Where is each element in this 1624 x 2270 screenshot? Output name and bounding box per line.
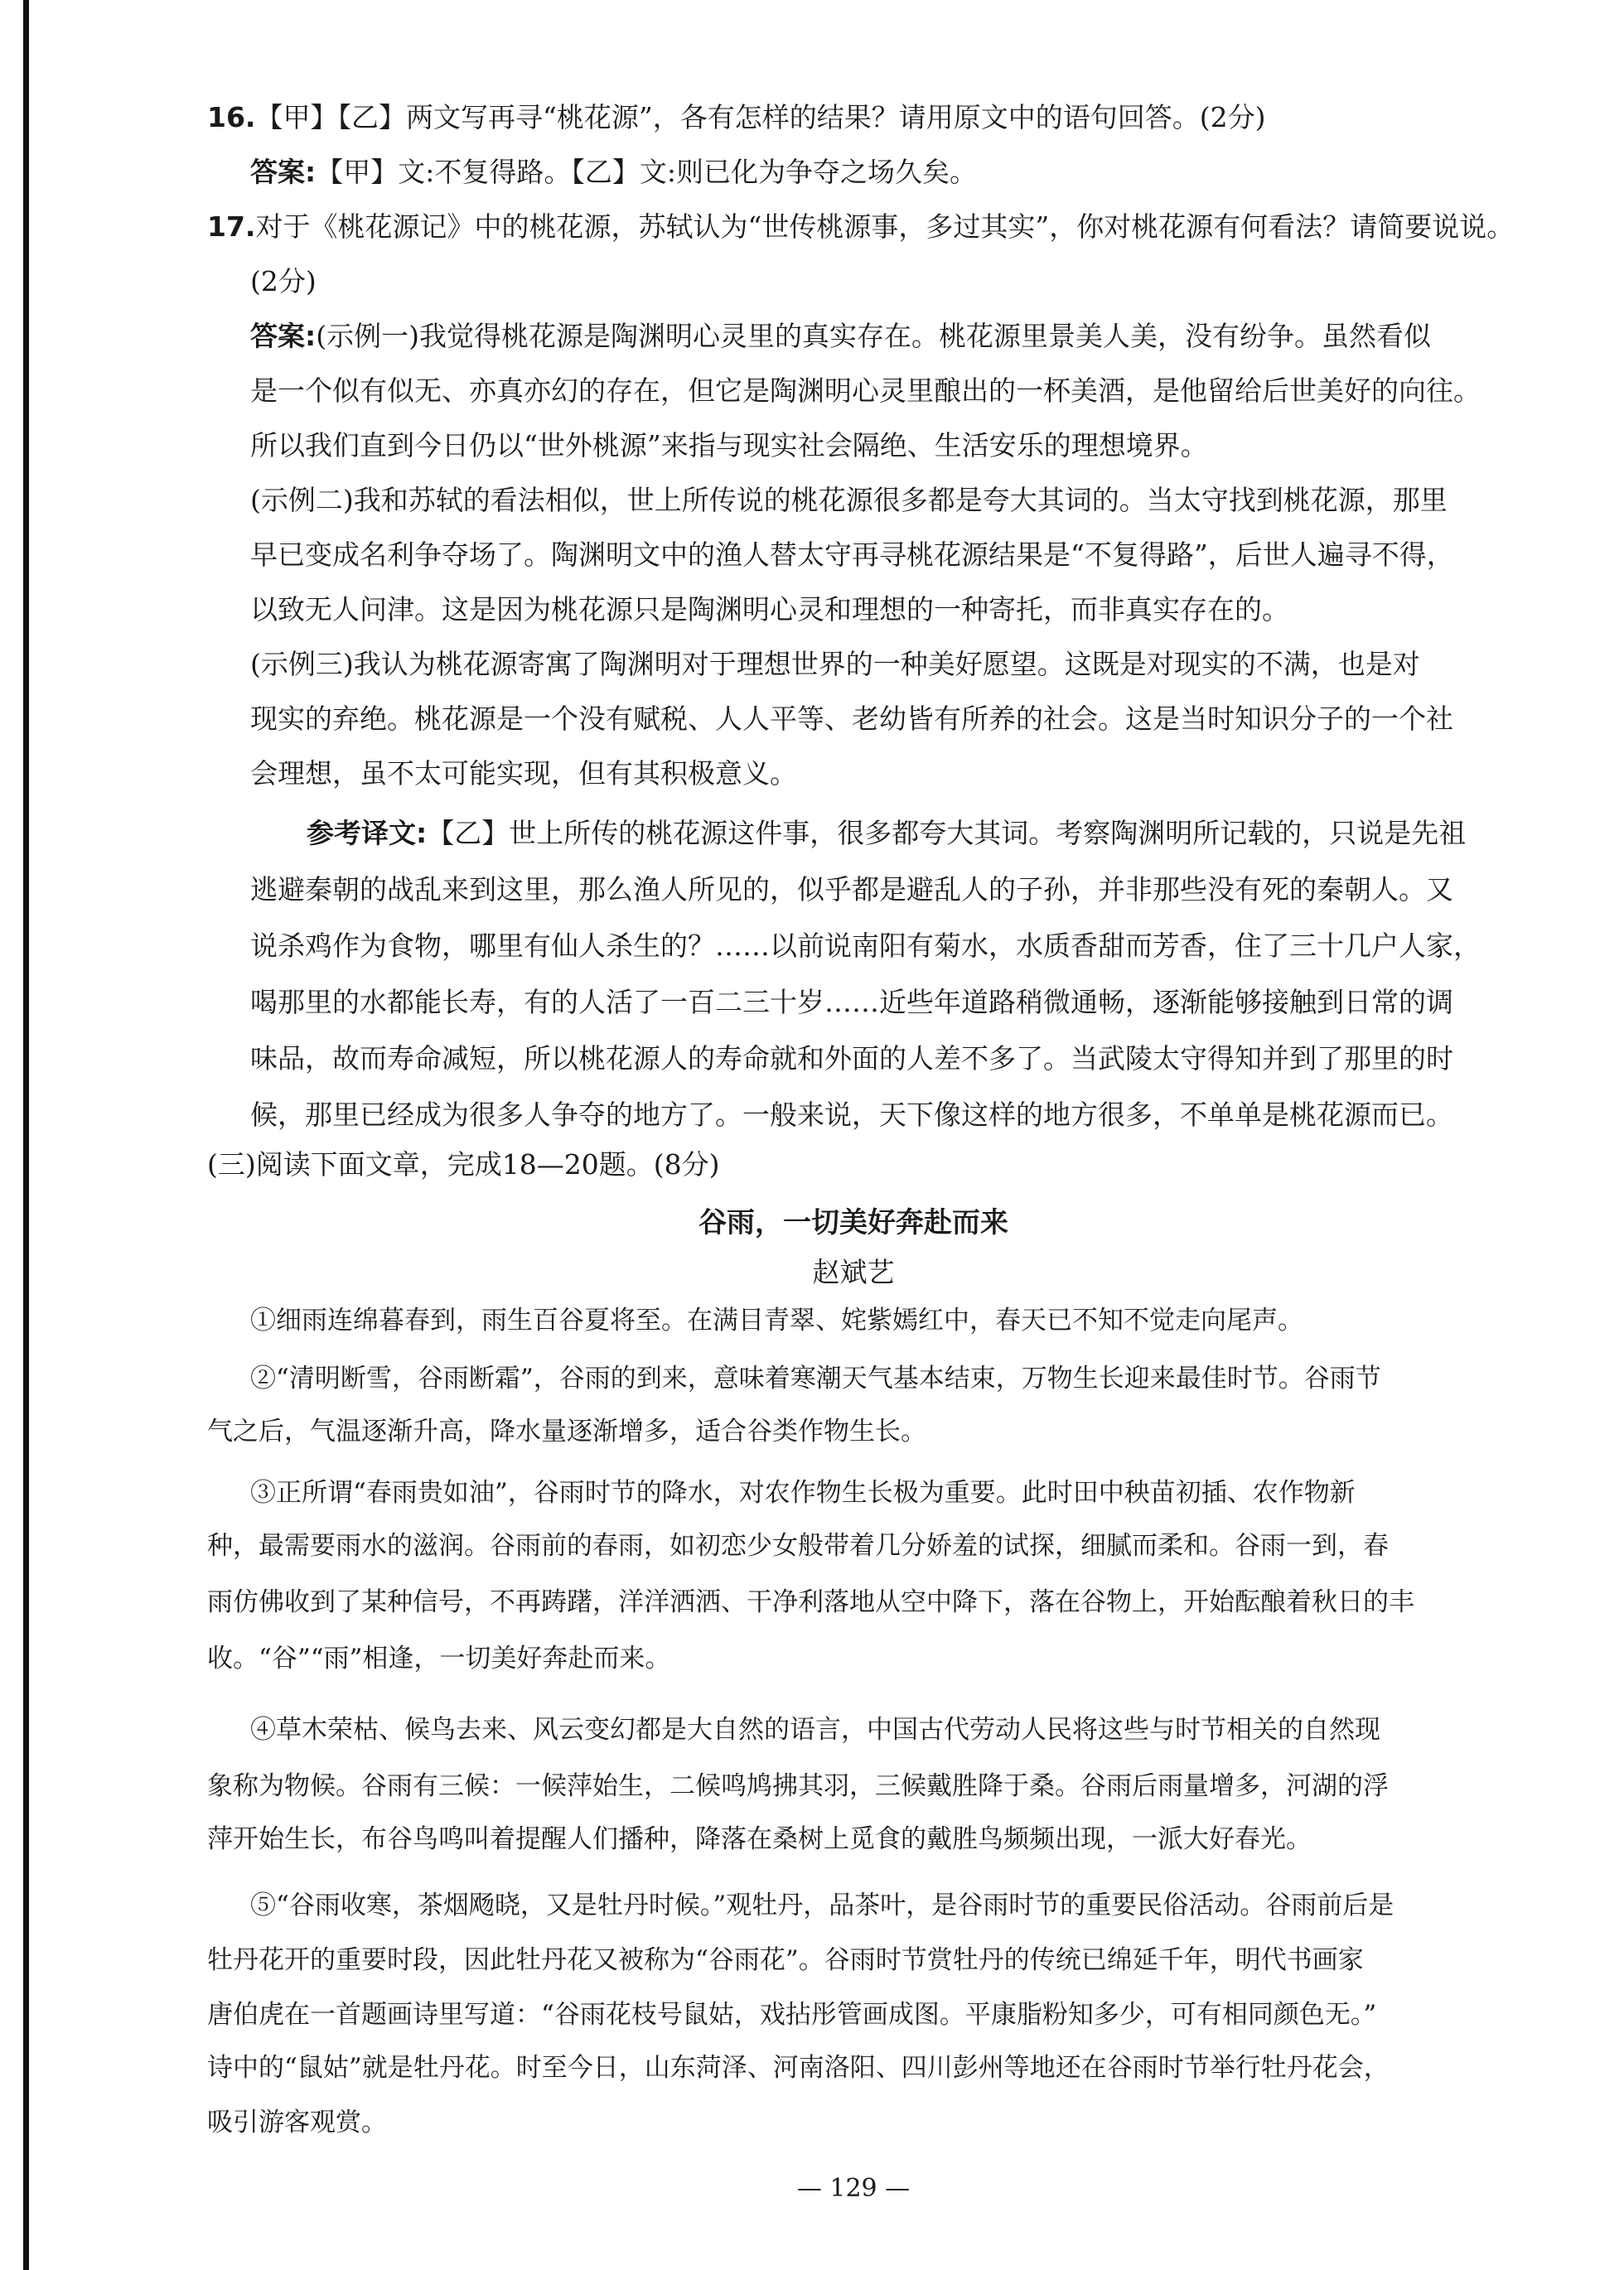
answer-line: 所以我们直到今日仍以“世外桃源”来指与现实社会隔绝、生活安乐的理想境界。: [250, 429, 1208, 461]
article-line: 萍开始生长，布谷鸟鸣叫着提醒人们播种，降落在桑树上觅食的戴胜鸟频频出现，一派大好春光。: [207, 1824, 1312, 1854]
question-17-answer-line: [250, 318, 1431, 355]
answer-line: 会理想，虽不太可能实现，但有其积极意义。: [250, 757, 797, 790]
answer-line: 以致无人问津。这是因为桃花源只是陶渊明心灵和理想的一种寄托，而非真实存在的。: [250, 593, 1289, 625]
answer-line: 早已变成名利争夺场了。陶渊明文中的渔人替太守再寻桃花源结果是“不复得路”，后世人遍寻不得，: [250, 539, 1454, 571]
question-17-number: 17.: [207, 210, 256, 243]
article-line: 牡丹花开的重要时段，因此牡丹花又被称为“谷雨花”。谷雨时节赏牡丹的传统已绵延千年，明代书画家: [207, 1945, 1364, 1975]
article-line: ①细雨连绵暮春到，雨生百谷夏将至。在满目青翠、姹紫嫣红中，春天已不知不觉走向尾声。: [250, 1306, 1303, 1335]
translation-line: 喝那里的水都能长寿，有的人活了一百二三十岁……近些年道路稍微通畅，逐渐能够接触到日常的调: [250, 986, 1453, 1018]
answer-line: 是一个似有似无、亦真亦幻的存在，但它是陶渊明心灵里酿出的一杯美酒，是他留给后世美好的向往。: [250, 374, 1481, 407]
article-line: 气之后，气温逐渐升高，降水量逐渐增多，适合谷类作物生长。: [207, 1417, 926, 1447]
translation-label: 参考译文:: [307, 817, 428, 849]
answer-text: (示例一)我觉得桃花源是陶渊明心灵里的真实存在。桃花源里景美人美，没有纷争。虽然看似: [316, 320, 1431, 352]
article-line: ③正所谓“春雨贵如油”，谷雨时节的降水，对农作物生长极为重要。此时田中秧苗初插、农作物新: [250, 1478, 1356, 1508]
translation-first-line: [307, 815, 1466, 852]
translation-line: 味品，故而寿命减短，所以桃花源人的寿命就和外面的人差不多了。当武陵太守得知并到了那里的时: [250, 1042, 1453, 1075]
article-line: ④草木荣枯、候鸟去来、风云变幻都是大自然的语言，中国古代劳动人民将这些与时节相关的自然现: [250, 1715, 1380, 1745]
article-line: 象称为物候。谷雨有三候：一候萍始生，二候鸣鸠拂其羽，三候戴胜降于桑。谷雨后雨量增多，河湖的浮: [207, 1771, 1389, 1801]
article-line: ②“清明断雪，谷雨断霜”，谷雨的到来，意味着寒潮天气基本结束，万物生长迎来最佳时节。谷雨节: [250, 1364, 1381, 1393]
answer-text: 【甲】文:不复得路。【乙】文:则已化为争夺之场久矣。: [316, 156, 977, 188]
question-16-number: 16.: [207, 101, 256, 133]
question-16-text: 【甲】【乙】两文写再寻“桃花源”，各有怎样的结果？请用原文中的语句回答。(2分): [255, 101, 1266, 133]
translation-line: 候，那里已经成为很多人争夺的地方了。一般来说，天下像这样的地方很多，不单单是桃花源而已。: [250, 1099, 1453, 1131]
question-17: [207, 209, 1514, 245]
document-page: [207, 0, 1515, 2270]
article-line: 种，最需要雨水的滋润。谷雨前的春雨，如初恋少女般带着几分娇羞的试探，细腻而柔和。谷雨一到，春: [207, 1531, 1389, 1561]
article-line: 吸引游客观赏。: [207, 2108, 387, 2137]
section-heading: (三)阅读下面文章，完成18—20题。(8分): [207, 1148, 720, 1181]
question-16-answer: [250, 154, 977, 191]
translation-text: 【乙】世上所传的桃花源这件事，很多都夸大其词。考察陶渊明所记载的，只说是先祖: [427, 817, 1467, 849]
article-line: ⑤“谷雨收寒，茶烟飏晓，又是牡丹时候。”观牡丹，品茶叶，是谷雨时节的重要民俗活动。谷雨前后是: [250, 1891, 1394, 1920]
page-number: — 129 —: [796, 2174, 911, 2203]
translation-line: 逃避秦朝的战乱来到这里，那么渔人所见的，似乎都是避乱人的子孙，并非那些没有死的秦朝人。又: [250, 873, 1453, 906]
article-line: 收。“谷”“雨”相逢，一切美好奔赴而来。: [207, 1644, 671, 1674]
article-line: 雨仿佛收到了某种信号，不再踌躇，洋洋洒洒、干净利落地从空中降下，落在谷物上，开始酝酿着秋日的丰: [207, 1587, 1414, 1617]
answer-line: (示例三)我认为桃花源寄寓了陶渊明对于理想世界的一种美好愿望。这既是对现实的不满，也是对: [250, 648, 1420, 680]
article-line: 唐伯虎在一首题画诗里写道：“谷雨花枝号鼠姑，戏拈彤管画成图。平康脂粉知多少，可有相同颜色无。”: [207, 2000, 1377, 2030]
translation-line: 说杀鸡作为食物，哪里有仙人杀生的？……以前说南阳有菊水，水质香甜而芳香，住了三十几户人家，: [250, 930, 1481, 962]
question-17-score: (2分): [250, 265, 317, 297]
answer-line: (示例二)我和苏轼的看法相似，世上所传说的桃花源很多都是夸大其词的。当太守找到桃花源，那里: [250, 484, 1448, 516]
article-line: 诗中的“鼠姑”就是牡丹花。时至今日，山东菏泽、河南洛阳、四川彭州等地还在谷雨时节举行牡丹花会，: [207, 2053, 1390, 2083]
answer-label: 答案:: [250, 320, 317, 352]
page-spine: [23, 0, 29, 2270]
question-17-text: 对于《桃花源记》中的桃花源，苏轼认为“世传桃源事，多过其实”，你对桃花源有何看法？请简要说说。: [255, 210, 1515, 243]
answer-line: 现实的弃绝。桃花源是一个没有赋税、人人平等、老幼皆有所养的社会。这是当时知识分子的一个社: [250, 703, 1453, 735]
question-16: [207, 99, 1265, 136]
answer-label: 答案:: [250, 156, 317, 188]
article-title: 谷雨，一切美好奔赴而来: [698, 1206, 1008, 1239]
article-author: 赵斌艺: [812, 1256, 895, 1288]
